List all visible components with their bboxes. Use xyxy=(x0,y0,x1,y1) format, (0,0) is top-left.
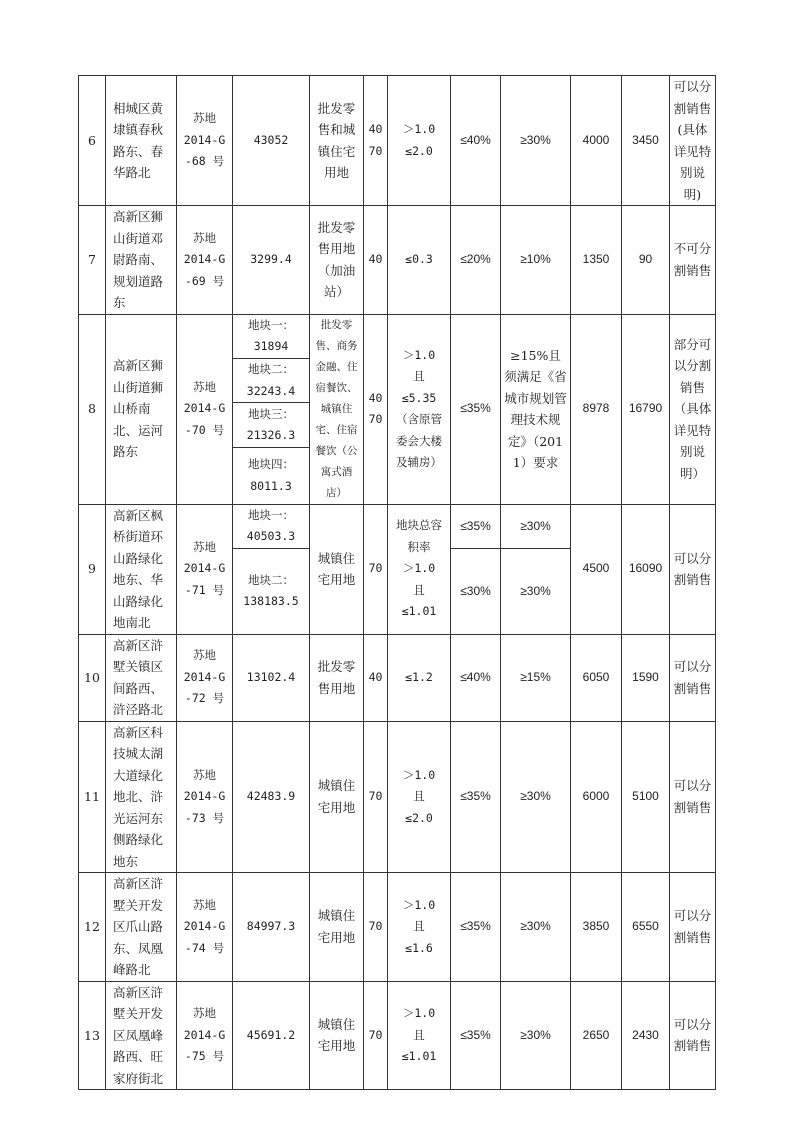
sub-parcel-area: 地块二： 32243.4 xyxy=(233,358,310,402)
start-price: 3850 xyxy=(571,873,622,982)
deposit: 5100 xyxy=(622,721,670,873)
parcel-area: 43052 xyxy=(233,76,310,206)
parcel-location: 高新区浒墅关开发区凤凰峰路西、旺家府街北 xyxy=(106,981,177,1090)
parcel-location: 高新区枫桥街道环山路绿化地东、华山路绿化地南北 xyxy=(106,504,177,634)
lease-years: 40 xyxy=(364,206,388,315)
land-use: 城镇住宅用地 xyxy=(310,504,364,634)
parcel-area: 84997.3 xyxy=(233,873,310,982)
floor-area-ratio: 地块总容积率 ＞1.0 且 ≤1.01 xyxy=(388,504,451,634)
table-row xyxy=(79,76,716,206)
table-row xyxy=(79,721,716,873)
building-density: ≤35% xyxy=(451,981,501,1090)
parcel-code: 苏地 2014-G -73 号 xyxy=(177,721,233,873)
sale-terms: 可以分割销售 xyxy=(670,873,716,982)
parcel-code: 苏地 2014-G -71 号 xyxy=(177,504,233,634)
parcel-location: 高新区狮山街道邓尉路南、规划道路东 xyxy=(106,206,177,315)
green-ratio: ≥30% xyxy=(501,873,571,982)
lease-years: 70 xyxy=(364,981,388,1090)
green-ratio: ≥15%且须满足《省城市规划管理技术规定》（2011）要求 xyxy=(501,314,571,504)
green-ratio: ≥10% xyxy=(501,206,571,315)
green-ratio: ≥30% xyxy=(501,549,571,634)
parcel-area: 13102.4 xyxy=(233,634,310,721)
parcel-location: 高新区浒墅关镇区间路西、浒泾路北 xyxy=(106,634,177,721)
lease-years: 40 70 xyxy=(364,314,388,504)
lease-years: 70 xyxy=(364,873,388,982)
start-price: 1350 xyxy=(571,206,622,315)
row-number: 11 xyxy=(79,721,106,873)
land-parcel-table xyxy=(78,75,716,1090)
table-row xyxy=(79,634,716,721)
floor-area-ratio: ＞1.0 且 ≤1.6 xyxy=(388,873,451,982)
deposit: 2430 xyxy=(622,981,670,1090)
building-density: ≤35% xyxy=(451,873,501,982)
row-number: 9 xyxy=(79,504,106,634)
sub-parcel-area: 地块一： 40503.3 xyxy=(233,504,310,549)
parcel-location: 相城区黄埭镇春秋路东、春华路北 xyxy=(106,76,177,206)
land-use: 批发零售用地 xyxy=(310,634,364,721)
building-density: ≤35% xyxy=(451,504,501,549)
start-price: 8978 xyxy=(571,314,622,504)
sale-terms: 不可分割销售 xyxy=(670,206,716,315)
sub-parcel-area: 地块四： 8011.3 xyxy=(233,447,310,504)
land-use: 批发零售、商务金融、住宿餐饮、城镇住宅、住宿餐饮（公寓式酒店） xyxy=(310,314,364,504)
start-price: 6000 xyxy=(571,721,622,873)
start-price: 6050 xyxy=(571,634,622,721)
building-density: ≤35% xyxy=(451,314,501,504)
sub-parcel-area: 地块三： 21326.3 xyxy=(233,403,310,447)
floor-area-ratio: ≤1.2 xyxy=(388,634,451,721)
building-density: ≤40% xyxy=(451,76,501,206)
building-density: ≤30% xyxy=(451,549,501,634)
parcel-code: 苏地 2014-G -70 号 xyxy=(177,314,233,504)
lease-years: 70 xyxy=(364,504,388,634)
row-number: 8 xyxy=(79,314,106,504)
sale-terms: 可以分割销售 xyxy=(670,981,716,1090)
parcel-location: 高新区浒墅关开发区爪山路东、凤凰峰路北 xyxy=(106,873,177,982)
building-density: ≤20% xyxy=(451,206,501,315)
floor-area-ratio: ＞1.0 且 ≤5.35 （含原管委会大楼及辅房） xyxy=(388,314,451,504)
green-ratio: ≥15% xyxy=(501,634,571,721)
sale-terms: 可以分割销售 xyxy=(670,504,716,634)
deposit: 16090 xyxy=(622,504,670,634)
deposit: 1590 xyxy=(622,634,670,721)
floor-area-ratio: ＞1.0 ≤2.0 xyxy=(388,76,451,206)
deposit: 90 xyxy=(622,206,670,315)
parcel-area: 42483.9 xyxy=(233,721,310,873)
building-density: ≤35% xyxy=(451,721,501,873)
table-row xyxy=(79,873,716,982)
row-number: 10 xyxy=(79,634,106,721)
table-row xyxy=(79,981,716,1090)
start-price: 2650 xyxy=(571,981,622,1090)
row-number: 7 xyxy=(79,206,106,315)
sale-terms: 可以分割销售 xyxy=(670,634,716,721)
sub-parcel-area: 地块一： 31894 xyxy=(233,314,310,358)
start-price: 4500 xyxy=(571,504,622,634)
row-number: 12 xyxy=(79,873,106,982)
lease-years: 70 xyxy=(364,721,388,873)
table-row xyxy=(79,314,716,358)
floor-area-ratio: ＞1.0 且 ≤2.0 xyxy=(388,721,451,873)
table-row xyxy=(79,504,716,549)
row-number: 13 xyxy=(79,981,106,1090)
deposit: 16790 xyxy=(622,314,670,504)
building-density: ≤40% xyxy=(451,634,501,721)
parcel-location: 高新区狮山街道狮山桥南北、运河路东 xyxy=(106,314,177,504)
green-ratio: ≥30% xyxy=(501,721,571,873)
parcel-code: 苏地 2014-G -69 号 xyxy=(177,206,233,315)
start-price: 4000 xyxy=(571,76,622,206)
land-use: 批发零售和城镇住宅用地 xyxy=(310,76,364,206)
land-use: 城镇住宅用地 xyxy=(310,721,364,873)
green-ratio: ≥30% xyxy=(501,981,571,1090)
green-ratio: ≥30% xyxy=(501,504,571,549)
lease-years: 40 xyxy=(364,634,388,721)
floor-area-ratio: ＞1.0 且 ≤1.01 xyxy=(388,981,451,1090)
parcel-code: 苏地 2014-G -74 号 xyxy=(177,873,233,982)
floor-area-ratio: ≤0.3 xyxy=(388,206,451,315)
row-number: 6 xyxy=(79,76,106,206)
green-ratio: ≥30% xyxy=(501,76,571,206)
sale-terms: 可以分割销售 xyxy=(670,721,716,873)
land-use: 城镇住宅用地 xyxy=(310,981,364,1090)
table-row xyxy=(79,206,716,315)
deposit: 6550 xyxy=(622,873,670,982)
lease-years: 40 70 xyxy=(364,76,388,206)
parcel-location: 高新区科技城太湖大道绿化地北、浒光运河东侧路绿化地东 xyxy=(106,721,177,873)
sub-parcel-area: 地块二： 138183.5 xyxy=(233,549,310,634)
parcel-code: 苏地 2014-G -75 号 xyxy=(177,981,233,1090)
parcel-code: 苏地 2014-G -68 号 xyxy=(177,76,233,206)
sale-terms: 可以分割销售(具体详见特别说明) xyxy=(670,76,716,206)
parcel-area: 3299.4 xyxy=(233,206,310,315)
land-use: 批发零售用地（加油站） xyxy=(310,206,364,315)
deposit: 3450 xyxy=(622,76,670,206)
sale-terms: 部分可以分割销售（具体详见特别说明） xyxy=(670,314,716,504)
parcel-code: 苏地 2014-G -72 号 xyxy=(177,634,233,721)
parcel-area: 45691.2 xyxy=(233,981,310,1090)
land-use: 城镇住宅用地 xyxy=(310,873,364,982)
